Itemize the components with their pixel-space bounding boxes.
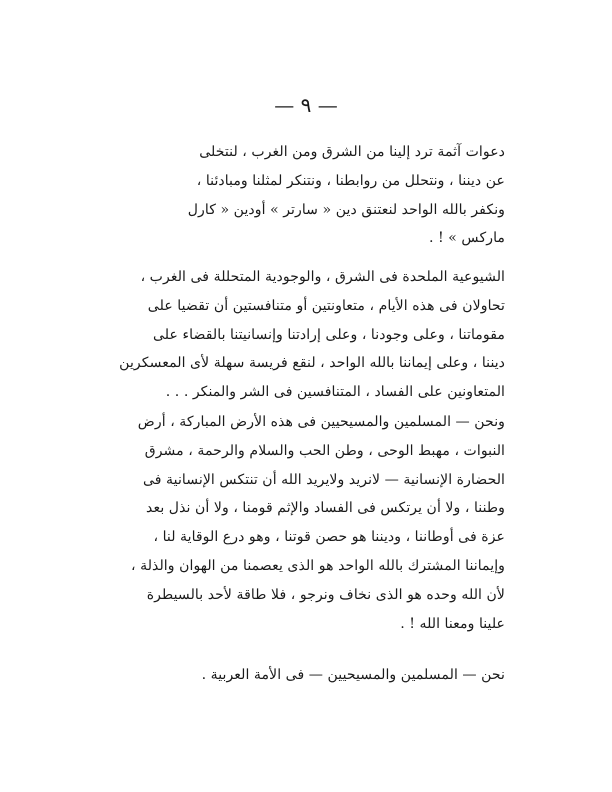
text-line: عزة فى أوطاننا ، وديننا هو حصن قوتنا ، وهو درع الوقاية لنا ، xyxy=(153,529,505,546)
text-line: ونحن — المسلمين والمسيحيين فى هذه الأرض المباركة ، أرض xyxy=(137,414,505,430)
text-line: وإيماننا المشترك بالله الواحد هو الذى يعصمنا من الهوان والذلة ، xyxy=(131,557,505,574)
text-line: الحضارة الإنسانية — لانريد ولايريد الله أن تنتكس الإنسانية فى xyxy=(142,471,505,488)
text-line: الشيوعية الملحدة فى الشرق ، والوجودية المتحللة فى الغرب ، xyxy=(140,269,505,285)
text-line: وطننا ، ولا أن يرتكس فى الفساد والإثم قومنا ، ولا أن نذل بعد xyxy=(146,500,505,517)
text-line: ونكفر بالله الواحد لنعتنق دين « سارتر » أودين « كارل xyxy=(187,201,505,218)
text-line: تحاولان فى هذه الأيام ، متعاونتين أو متنافستين أن تقضيا على xyxy=(147,297,505,314)
text-line: المتعاونين على الفساد ، المتنافسين فى الشر والمنكر . . . xyxy=(165,384,505,401)
text-line: لأن الله وحده هو الذى نخاف ونرجو ، فلا طاقة لأحد بالسيطرة xyxy=(146,586,505,603)
paragraph-2 xyxy=(112,263,505,407)
text-line: مقوماتنا ، وعلى وجودنا ، وعلى إرادتنا وإنسانيتنا بالقضاء على xyxy=(152,326,505,343)
paragraph-3 xyxy=(112,408,505,638)
text-line: عن ديننا ، ونتحلل من روابطنا ، ونتنكر لمثلنا ومبادئنا ، xyxy=(196,172,505,189)
text-line: علينا ومعنا الله ! . xyxy=(400,615,505,632)
page-number: — ٩ — xyxy=(274,93,338,117)
text-line: دعوات آثمة ترد إلينا من الشرق ومن الغرب ، لنتخلى xyxy=(199,144,505,160)
text-line: ماركس » ! . xyxy=(428,230,505,247)
text-line: ديننا ، وعلى إيماننا بالله الواحد ، لنقع فريسة سهلة لأى المعسكرين xyxy=(119,355,505,372)
text-line: النبوات ، مهبط الوحى ، وطن الحب والسلام والرحمة ، مشرق xyxy=(144,442,505,459)
text-line: نحن — المسلمين والمسيحيين — فى الأمة العربية . xyxy=(201,667,505,683)
paragraph-4 xyxy=(112,661,505,690)
paragraph-1 xyxy=(112,138,505,253)
